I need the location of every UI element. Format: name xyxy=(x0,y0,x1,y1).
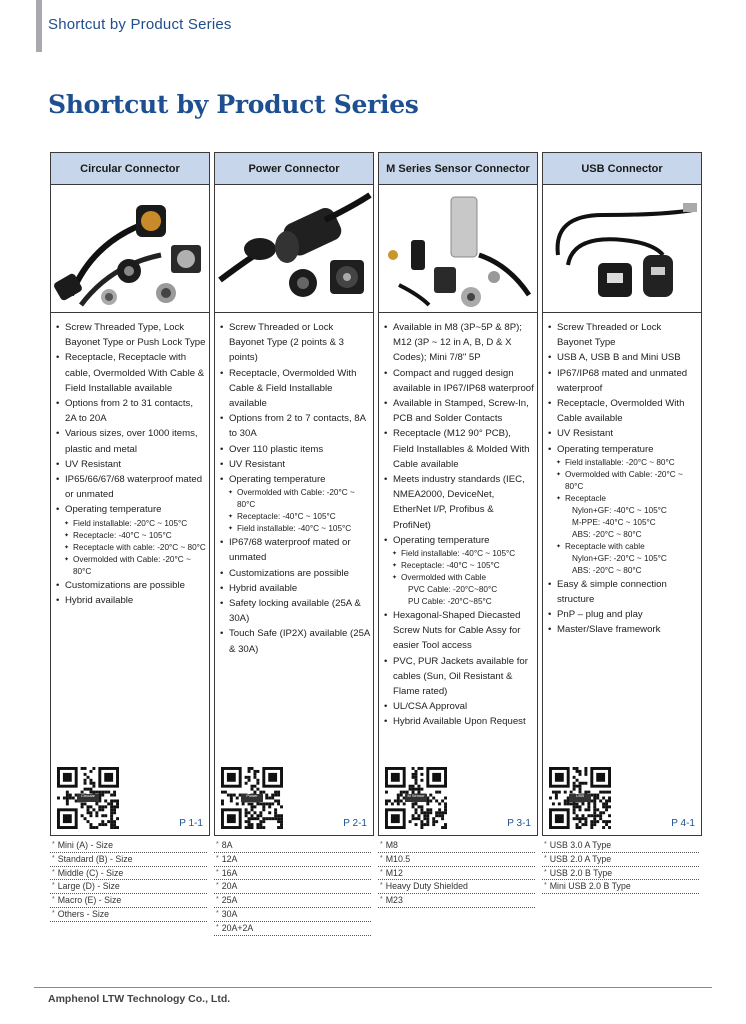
size-list xyxy=(214,839,371,936)
qr-caption: USB xyxy=(575,793,585,798)
feature-item: • UV Resistant xyxy=(56,457,206,472)
size-item[interactable] xyxy=(50,867,207,881)
size-label: 20A xyxy=(221,881,238,892)
feature-item: • Screw Threaded or Lock Bayonet Type (2 points & 3 points) xyxy=(220,320,370,366)
asterisk-icon: * xyxy=(380,882,383,890)
product-card xyxy=(378,152,538,836)
product-photo xyxy=(215,185,373,313)
size-item[interactable] xyxy=(50,908,207,922)
feature-item: • IP67/68 waterproof mated or unmated xyxy=(220,535,370,565)
feature-item: • PnP – plug and play xyxy=(548,607,698,622)
feature-item: • Available in M8 (3P~5P & 8P); M12 (3P ~ 12 in A, B, D & X Codes); Mini 7/8" 5P xyxy=(384,320,534,366)
size-label: USB 3.0 A Type xyxy=(549,840,612,850)
feature-item: • Touch Safe (IP2X) available (25A & 30A) xyxy=(220,626,370,656)
feature-item: ✦ Receptacle: -40°C ~ 105°C xyxy=(384,560,534,572)
feature-item: M-PPE: -40°C ~ 105°C xyxy=(572,517,656,527)
feature-item: • IP67/IP68 mated and unmated waterproof xyxy=(548,366,698,396)
page-reference-link[interactable]: P 1-1 xyxy=(179,818,203,829)
page-reference-link[interactable]: P 2-1 xyxy=(343,818,367,829)
feature-item: ✦ Field installable: -20°C ~ 80°C xyxy=(548,457,698,469)
feature-item: • Screw Threaded Type, Lock Bayonet Type or Push Lock Type xyxy=(56,320,206,350)
page-title: Shortcut by Product Series xyxy=(48,90,419,119)
feature-item: ✦ Receptacle with cable: -20°C ~ 80°C xyxy=(56,542,206,554)
feature-item: ✦ Overmolded with Cable: -20°C ~ 80°C xyxy=(548,469,698,493)
size-label: M23 xyxy=(385,895,403,906)
product-photo xyxy=(543,185,701,313)
size-label: Standard (B) - Size xyxy=(57,853,133,864)
qr-caption: M Sensor xyxy=(407,793,425,798)
feature-item: ✦ Receptacle xyxy=(548,493,698,505)
size-item[interactable] xyxy=(542,839,699,853)
qr-code-icon xyxy=(221,767,283,829)
size-label: 20A+2A xyxy=(221,922,254,933)
size-label: Heavy Duty Shielded xyxy=(385,881,468,892)
size-label: 25A xyxy=(221,895,238,906)
feature-item: • Meets industry standards (IEC, NMEA2000, DeviceNet, EtherNet I/P, Profibus & ProfiNet) xyxy=(384,472,534,533)
size-label: M8 xyxy=(385,840,398,850)
qr-caption: Circular xyxy=(81,793,95,798)
size-label: M12 xyxy=(385,867,403,878)
size-label: Mini (A) - Size xyxy=(57,840,113,850)
size-label: M10.5 xyxy=(385,853,411,864)
product-photo xyxy=(379,185,537,313)
size-label: Macro (E) - Size xyxy=(57,895,122,906)
size-item[interactable] xyxy=(378,894,535,908)
feature-item: Nylon+GF: -40°C ~ 105°C xyxy=(572,505,667,515)
asterisk-icon: * xyxy=(380,841,383,848)
feature-item: • Options from 2 to 7 contacts, 8A to 30A xyxy=(220,411,370,441)
qr-code-circular[interactable] xyxy=(57,767,119,829)
feature-item: • PVC, PUR Jackets available for cables (Sun, Oil Resistant & Flame rated) xyxy=(384,654,534,700)
feature-item: ✦ Overmolded with Cable: -20°C ~ 80°C xyxy=(56,554,206,578)
footer-divider xyxy=(34,987,712,988)
qr-code-icon xyxy=(385,767,447,829)
size-item[interactable] xyxy=(50,853,207,867)
asterisk-icon: * xyxy=(544,868,547,876)
size-label: Others - Size xyxy=(57,908,110,919)
page-reference-link[interactable]: P 3-1 xyxy=(507,818,531,829)
column-heading: USB Connector xyxy=(543,153,701,185)
size-label: 16A xyxy=(221,867,238,878)
product-card xyxy=(542,152,702,836)
qr-code-icon xyxy=(57,767,119,829)
feature-item: • UL/CSA Approval xyxy=(384,699,534,714)
asterisk-icon: * xyxy=(52,868,55,876)
qr-caption: Power xyxy=(246,793,258,798)
feature-item: ✦ Receptacle with cable xyxy=(548,541,698,553)
size-item[interactable] xyxy=(50,880,207,894)
size-list xyxy=(50,839,207,922)
feature-item: ✦ Receptacle: -40°C ~ 105°C xyxy=(56,530,206,542)
size-item[interactable] xyxy=(542,867,699,881)
feature-item: • Hexagonal-Shaped Diecasted Screw Nuts for Cable Assy for easier Tool access xyxy=(384,608,534,654)
asterisk-icon: * xyxy=(216,841,219,848)
feature-item: • Easy & simple connection structure xyxy=(548,577,698,607)
feature-item: • Options from 2 to 31 contacts, 2A to 20A xyxy=(56,396,206,426)
header-accent-bar xyxy=(36,0,42,52)
size-item[interactable] xyxy=(542,880,699,894)
asterisk-icon: * xyxy=(52,854,55,862)
asterisk-icon: * xyxy=(380,896,383,904)
feature-item: • UV Resistant xyxy=(220,457,370,472)
size-label: 12A xyxy=(221,853,238,864)
feature-item: • IP65/66/67/68 waterproof mated or unmated xyxy=(56,472,206,502)
feature-item: • Hybrid available xyxy=(220,581,370,596)
feature-item: ✦ Field installable: -20°C ~ 105°C xyxy=(56,518,206,530)
feature-item: • Master/Slave framework xyxy=(548,622,698,637)
feature-item: • Available in Stamped, Screw-In, PCB and Solder Contacts xyxy=(384,396,534,426)
size-label: USB 2.0 B Type xyxy=(549,867,613,878)
feature-item: • Operating temperature xyxy=(384,533,534,548)
feature-item: ✦ Overmolded with Cable xyxy=(384,572,534,584)
asterisk-icon: * xyxy=(544,882,547,890)
size-item[interactable] xyxy=(214,853,371,867)
size-item[interactable] xyxy=(214,894,371,908)
feature-item: ABS: -20°C ~ 80°C xyxy=(572,565,642,575)
running-header: Shortcut by Product Series xyxy=(48,16,232,33)
feature-item: ABS: -20°C ~ 80°C xyxy=(572,529,642,539)
feature-item: Nylon+GF: -20°C ~ 105°C xyxy=(572,553,667,563)
feature-item: • Hybrid Available Upon Request xyxy=(384,714,534,729)
feature-item: ✦ Field installable: -40°C ~ 105°C xyxy=(220,523,370,535)
feature-item: • Receptacle, Overmolded With Cable available xyxy=(548,396,698,426)
column-m-series xyxy=(378,152,538,908)
asterisk-icon: * xyxy=(216,868,219,876)
product-card xyxy=(50,152,210,836)
feature-item: • Hybrid available xyxy=(56,593,206,608)
size-label: 30A xyxy=(221,908,238,919)
column-usb xyxy=(542,152,702,894)
qr-code-icon xyxy=(549,767,611,829)
feature-item: PVC Cable: -20°C~80°C xyxy=(408,585,498,595)
asterisk-icon: * xyxy=(380,854,383,862)
size-item[interactable] xyxy=(214,908,371,922)
asterisk-icon: * xyxy=(52,841,55,848)
size-item[interactable] xyxy=(378,839,535,853)
feature-list xyxy=(379,313,537,730)
asterisk-icon: * xyxy=(216,909,219,917)
column-circular xyxy=(50,152,210,922)
size-item[interactable] xyxy=(50,839,207,853)
qr-code-usb[interactable] xyxy=(549,767,611,829)
size-item[interactable] xyxy=(542,853,699,867)
feature-item: • Screw Threaded or Lock Bayonet Type xyxy=(548,320,698,350)
size-item[interactable] xyxy=(214,880,371,894)
asterisk-icon: * xyxy=(544,841,547,848)
size-label: Large (D) - Size xyxy=(57,881,120,892)
size-item[interactable] xyxy=(214,867,371,881)
column-heading: Circular Connector xyxy=(51,153,209,185)
feature-item: • Customizations are possible xyxy=(220,566,370,581)
size-item[interactable] xyxy=(214,922,371,936)
feature-list xyxy=(215,313,373,657)
asterisk-icon: * xyxy=(52,896,55,904)
column-heading: M Series Sensor Connector xyxy=(379,153,537,185)
feature-item: ✦ Overmolded with Cable: -20°C ~ 80°C xyxy=(220,487,370,511)
size-item[interactable] xyxy=(378,880,535,894)
size-label: 8A xyxy=(221,840,233,850)
column-power xyxy=(214,152,374,936)
feature-item: • Receptacle (M12 90° PCB), Field Installables & Molded With Cable available xyxy=(384,426,534,472)
page-reference-link[interactable]: P 4-1 xyxy=(671,818,695,829)
asterisk-icon: * xyxy=(544,854,547,862)
product-photo xyxy=(51,185,209,313)
size-label: Mini USB 2.0 B Type xyxy=(549,881,631,892)
asterisk-icon: * xyxy=(216,923,219,931)
qr-code-m-series[interactable] xyxy=(385,767,447,829)
feature-item: ✦ Field installable: -40°C ~ 105°C xyxy=(384,548,534,560)
feature-item: • USB A, USB B and Mini USB xyxy=(548,350,698,365)
asterisk-icon: * xyxy=(380,868,383,876)
footer-company: Amphenol LTW Technology Co., Ltd. xyxy=(48,993,231,1005)
size-label: Middle (C) - Size xyxy=(57,867,124,878)
feature-item: • Compact and rugged design available in IP67/IP68 waterproof xyxy=(384,366,534,396)
size-item[interactable] xyxy=(50,894,207,908)
size-item[interactable] xyxy=(378,853,535,867)
asterisk-icon: * xyxy=(216,896,219,904)
feature-item: • Operating temperature xyxy=(220,472,370,487)
feature-item: PU Cable: -20°C~85°C xyxy=(408,597,492,607)
feature-list xyxy=(51,313,209,608)
size-item[interactable] xyxy=(378,867,535,881)
feature-item: • UV Resistant xyxy=(548,426,698,441)
qr-code-power[interactable] xyxy=(221,767,283,829)
column-heading: Power Connector xyxy=(215,153,373,185)
feature-item: • Over 110 plastic items xyxy=(220,442,370,457)
feature-item: ✦ Receptacle: -40°C ~ 105°C xyxy=(220,511,370,523)
asterisk-icon: * xyxy=(216,854,219,862)
size-item[interactable] xyxy=(214,839,371,853)
feature-item: • Receptacle, Receptacle with cable, Overmolded With Cable & Field Installable available xyxy=(56,350,206,396)
product-card xyxy=(214,152,374,836)
size-list xyxy=(378,839,535,908)
feature-item: • Customizations are possible xyxy=(56,578,206,593)
feature-item: • Safety locking available (25A & 30A) xyxy=(220,596,370,626)
asterisk-icon: * xyxy=(52,909,55,917)
feature-item: • Receptacle, Overmolded With Cable & Field Installable available xyxy=(220,366,370,412)
feature-item: • Various sizes, over 1000 items, plastic and metal xyxy=(56,426,206,456)
asterisk-icon: * xyxy=(216,882,219,890)
asterisk-icon: * xyxy=(52,882,55,890)
feature-list xyxy=(543,313,701,638)
feature-item: • Operating temperature xyxy=(56,502,206,517)
size-label: USB 2.0 A Type xyxy=(549,853,612,864)
size-list xyxy=(542,839,699,894)
feature-item: • Operating temperature xyxy=(548,442,698,457)
